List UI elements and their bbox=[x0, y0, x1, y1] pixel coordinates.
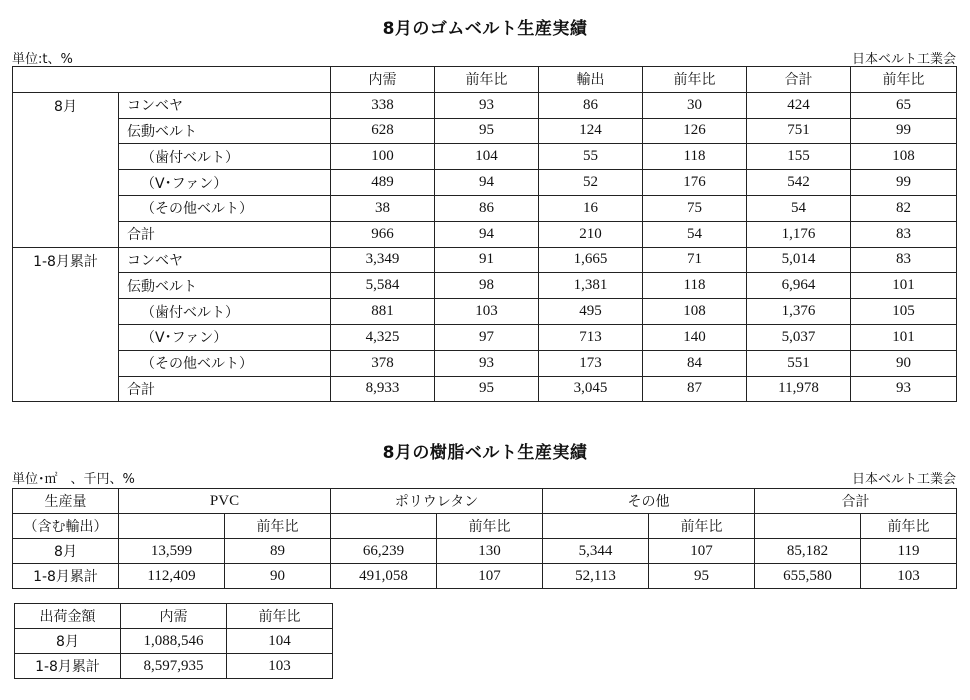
rubber-row-label: コンベヤ bbox=[119, 247, 331, 273]
rubber-value-cell: 542 bbox=[747, 170, 851, 196]
rubber-value-cell: 8,933 bbox=[331, 376, 435, 402]
resin-row-label: 1-8月累計 bbox=[13, 564, 119, 589]
resin-value-cell: 90 bbox=[225, 564, 331, 589]
rubber-value-cell: 6,964 bbox=[747, 273, 851, 299]
rubber-value-cell: 86 bbox=[539, 92, 643, 118]
resin-blank-header bbox=[331, 514, 437, 539]
resin-belt-title: 8月の樹脂ベルト生産実績 bbox=[382, 443, 588, 463]
rubber-value-cell: 95 bbox=[435, 118, 539, 144]
table-row bbox=[13, 144, 957, 170]
rubber-value-cell: 87 bbox=[643, 376, 747, 402]
rubber-value-cell: 118 bbox=[643, 144, 747, 170]
rubber-row-label: （歯付ベルト） bbox=[119, 299, 331, 325]
rubber-value-cell: 38 bbox=[331, 195, 435, 221]
table-row bbox=[13, 299, 957, 325]
resin-value-cell: 66,239 bbox=[331, 539, 437, 564]
rubber-value-cell: 4,325 bbox=[331, 324, 435, 350]
resin-blank-header bbox=[119, 514, 225, 539]
resin-value-cell: 103 bbox=[861, 564, 957, 589]
shipment-table bbox=[14, 603, 333, 679]
resin-value-cell: 5,344 bbox=[543, 539, 649, 564]
table-row bbox=[13, 350, 957, 376]
rubber-value-cell: 210 bbox=[539, 221, 643, 247]
rubber-value-cell: 54 bbox=[643, 221, 747, 247]
rubber-value-cell: 101 bbox=[851, 273, 957, 299]
rubber-value-cell: 94 bbox=[435, 221, 539, 247]
resin-yoy-header: 前年比 bbox=[649, 514, 755, 539]
rubber-value-cell: 99 bbox=[851, 170, 957, 196]
resin-header-row bbox=[13, 489, 957, 514]
resin-corner-top: 生産量 bbox=[13, 489, 119, 514]
rubber-value-cell: 93 bbox=[851, 376, 957, 402]
resin-value-cell: 107 bbox=[437, 564, 543, 589]
rubber-row-label: 伝動ベルト bbox=[119, 273, 331, 299]
table-row bbox=[13, 376, 957, 402]
table-row bbox=[13, 273, 957, 299]
table-row bbox=[13, 539, 957, 564]
resin-value-cell: 491,058 bbox=[331, 564, 437, 589]
rubber-value-cell: 3,045 bbox=[539, 376, 643, 402]
rubber-value-cell: 99 bbox=[851, 118, 957, 144]
rubber-value-cell: 881 bbox=[331, 299, 435, 325]
rubber-header-corner bbox=[13, 67, 331, 93]
rubber-header-cell: 前年比 bbox=[643, 67, 747, 93]
rubber-value-cell: 75 bbox=[643, 195, 747, 221]
rubber-group-label: 1-8月累計 bbox=[13, 247, 119, 402]
resin-value-cell: 655,580 bbox=[755, 564, 861, 589]
rubber-header-cell: 輸出 bbox=[539, 67, 643, 93]
rubber-value-cell: 108 bbox=[643, 299, 747, 325]
rubber-value-cell: 1,376 bbox=[747, 299, 851, 325]
rubber-source-label: 日本ベルト工業会 bbox=[851, 52, 956, 67]
rubber-value-cell: 93 bbox=[435, 350, 539, 376]
resin-yoy-header: 前年比 bbox=[437, 514, 543, 539]
rubber-header-cell: 前年比 bbox=[851, 67, 957, 93]
rubber-value-cell: 126 bbox=[643, 118, 747, 144]
rubber-value-cell: 713 bbox=[539, 324, 643, 350]
rubber-value-cell: 82 bbox=[851, 195, 957, 221]
rubber-value-cell: 100 bbox=[331, 144, 435, 170]
table-row bbox=[13, 247, 957, 273]
rubber-value-cell: 71 bbox=[643, 247, 747, 273]
table-row bbox=[15, 629, 333, 654]
rubber-value-cell: 91 bbox=[435, 247, 539, 273]
rubber-header-row bbox=[13, 67, 957, 93]
resin-value-cell: 13,599 bbox=[119, 539, 225, 564]
rubber-value-cell: 94 bbox=[435, 170, 539, 196]
resin-value-cell: 130 bbox=[437, 539, 543, 564]
resin-value-cell: 95 bbox=[649, 564, 755, 589]
rubber-value-cell: 5,584 bbox=[331, 273, 435, 299]
shipment-value-cell: 1,088,546 bbox=[121, 629, 227, 654]
resin-unit-label: 単位･㎡ 、千円、% bbox=[12, 472, 135, 487]
resin-value-cell: 119 bbox=[861, 539, 957, 564]
rubber-value-cell: 97 bbox=[435, 324, 539, 350]
resin-category-header: ポリウレタン bbox=[331, 489, 543, 514]
rubber-value-cell: 86 bbox=[435, 195, 539, 221]
rubber-value-cell: 95 bbox=[435, 376, 539, 402]
rubber-belt-table bbox=[12, 66, 957, 402]
resin-category-header: PVC bbox=[119, 489, 331, 514]
shipment-value-cell: 8,597,935 bbox=[121, 654, 227, 679]
table-row bbox=[13, 324, 957, 350]
rubber-row-label: コンベヤ bbox=[119, 92, 331, 118]
shipment-header-cell: 前年比 bbox=[227, 604, 333, 629]
rubber-value-cell: 1,665 bbox=[539, 247, 643, 273]
rubber-row-label: （V･ファン） bbox=[119, 170, 331, 196]
resin-category-header: その他 bbox=[543, 489, 755, 514]
table-row bbox=[13, 221, 957, 247]
shipment-row-label: 8月 bbox=[15, 629, 121, 654]
resin-blank-header bbox=[755, 514, 861, 539]
rubber-value-cell: 11,978 bbox=[747, 376, 851, 402]
rubber-value-cell: 124 bbox=[539, 118, 643, 144]
rubber-row-label: 合計 bbox=[119, 376, 331, 402]
rubber-row-label: （歯付ベルト） bbox=[119, 144, 331, 170]
shipment-value-cell: 104 bbox=[227, 629, 333, 654]
rubber-row-label: （その他ベルト） bbox=[119, 195, 331, 221]
shipment-value-cell: 103 bbox=[227, 654, 333, 679]
rubber-row-label: 伝動ベルト bbox=[119, 118, 331, 144]
rubber-value-cell: 101 bbox=[851, 324, 957, 350]
shipment-row-label: 1-8月累計 bbox=[15, 654, 121, 679]
resin-value-cell: 107 bbox=[649, 539, 755, 564]
resin-source-label: 日本ベルト工業会 bbox=[851, 472, 956, 487]
rubber-value-cell: 90 bbox=[851, 350, 957, 376]
rubber-value-cell: 52 bbox=[539, 170, 643, 196]
rubber-value-cell: 378 bbox=[331, 350, 435, 376]
rubber-value-cell: 155 bbox=[747, 144, 851, 170]
rubber-belt-title: 8月のゴムベルト生産実績 bbox=[382, 19, 588, 39]
resin-value-cell: 89 bbox=[225, 539, 331, 564]
rubber-value-cell: 84 bbox=[643, 350, 747, 376]
rubber-value-cell: 176 bbox=[643, 170, 747, 196]
shipment-header-cell: 内需 bbox=[121, 604, 227, 629]
rubber-value-cell: 173 bbox=[539, 350, 643, 376]
table-row bbox=[13, 92, 957, 118]
rubber-value-cell: 108 bbox=[851, 144, 957, 170]
rubber-value-cell: 54 bbox=[747, 195, 851, 221]
rubber-value-cell: 751 bbox=[747, 118, 851, 144]
rubber-value-cell: 55 bbox=[539, 144, 643, 170]
table-row bbox=[15, 654, 333, 679]
rubber-value-cell: 104 bbox=[435, 144, 539, 170]
rubber-value-cell: 495 bbox=[539, 299, 643, 325]
shipment-header-cell: 出荷金額 bbox=[15, 604, 121, 629]
rubber-row-label: （その他ベルト） bbox=[119, 350, 331, 376]
resin-value-cell: 112,409 bbox=[119, 564, 225, 589]
rubber-value-cell: 5,037 bbox=[747, 324, 851, 350]
shipment-header-row bbox=[15, 604, 333, 629]
rubber-value-cell: 966 bbox=[331, 221, 435, 247]
table-row bbox=[13, 118, 957, 144]
resin-blank-header bbox=[543, 514, 649, 539]
resin-value-cell: 85,182 bbox=[755, 539, 861, 564]
rubber-value-cell: 5,014 bbox=[747, 247, 851, 273]
resin-yoy-header: 前年比 bbox=[861, 514, 957, 539]
rubber-value-cell: 1,381 bbox=[539, 273, 643, 299]
rubber-value-cell: 83 bbox=[851, 247, 957, 273]
resin-belt-table bbox=[12, 488, 957, 589]
rubber-value-cell: 140 bbox=[643, 324, 747, 350]
resin-corner-bottom: （含む輸出） bbox=[13, 514, 119, 539]
rubber-value-cell: 424 bbox=[747, 92, 851, 118]
rubber-header-cell: 合計 bbox=[747, 67, 851, 93]
table-row bbox=[13, 195, 957, 221]
rubber-value-cell: 16 bbox=[539, 195, 643, 221]
rubber-value-cell: 30 bbox=[643, 92, 747, 118]
resin-subheader-row bbox=[13, 514, 957, 539]
rubber-value-cell: 3,349 bbox=[331, 247, 435, 273]
resin-row-label: 8月 bbox=[13, 539, 119, 564]
rubber-value-cell: 105 bbox=[851, 299, 957, 325]
resin-yoy-header: 前年比 bbox=[225, 514, 331, 539]
rubber-header-cell: 前年比 bbox=[435, 67, 539, 93]
rubber-value-cell: 489 bbox=[331, 170, 435, 196]
rubber-value-cell: 93 bbox=[435, 92, 539, 118]
rubber-value-cell: 118 bbox=[643, 273, 747, 299]
rubber-row-label: 合計 bbox=[119, 221, 331, 247]
rubber-value-cell: 1,176 bbox=[747, 221, 851, 247]
rubber-value-cell: 551 bbox=[747, 350, 851, 376]
table-row bbox=[13, 170, 957, 196]
rubber-row-label: （V･ファン） bbox=[119, 324, 331, 350]
rubber-value-cell: 103 bbox=[435, 299, 539, 325]
table-row bbox=[13, 564, 957, 589]
rubber-value-cell: 98 bbox=[435, 273, 539, 299]
resin-value-cell: 52,113 bbox=[543, 564, 649, 589]
rubber-unit-label: 単位:t、% bbox=[12, 52, 73, 67]
rubber-value-cell: 65 bbox=[851, 92, 957, 118]
rubber-value-cell: 338 bbox=[331, 92, 435, 118]
rubber-value-cell: 83 bbox=[851, 221, 957, 247]
rubber-value-cell: 628 bbox=[331, 118, 435, 144]
rubber-header-cell: 内需 bbox=[331, 67, 435, 93]
rubber-group-label: 8月 bbox=[13, 92, 119, 247]
resin-category-header: 合計 bbox=[755, 489, 957, 514]
